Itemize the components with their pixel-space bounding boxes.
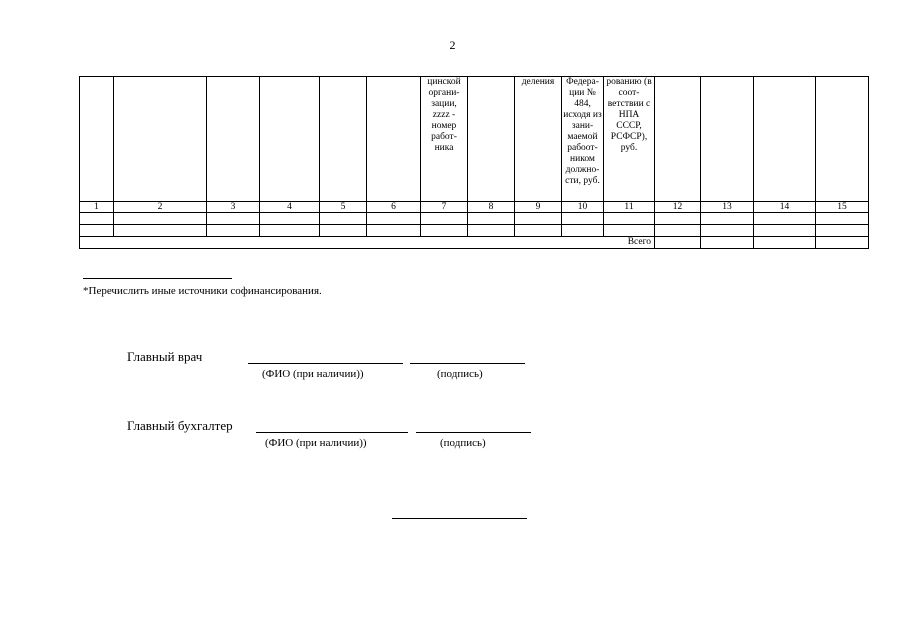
column-number-row (80, 202, 869, 213)
column-number: 5 (320, 202, 367, 213)
date-line (392, 518, 527, 519)
footnote-separator (83, 278, 232, 279)
table-cell (260, 213, 320, 225)
table-cell (421, 225, 468, 237)
table-cell (816, 225, 869, 237)
table-cell (260, 225, 320, 237)
header-cell (816, 77, 869, 202)
table-cell (701, 225, 754, 237)
table-cell (367, 225, 421, 237)
total-cell (655, 237, 701, 249)
table-cell (515, 213, 562, 225)
total-label: Всего (80, 237, 655, 249)
header-cell (114, 77, 207, 202)
header-cell: рованию (в соот- ветствии с НПА СССР, РСФСР), руб. (604, 77, 655, 202)
chief-accountant-signature-line (416, 432, 531, 433)
table-cell (468, 213, 515, 225)
column-number: 15 (816, 202, 869, 213)
total-cell (754, 237, 816, 249)
column-number: 10 (562, 202, 604, 213)
table-row (80, 225, 869, 237)
column-number: 7 (421, 202, 468, 213)
table-cell (816, 213, 869, 225)
table-cell (207, 213, 260, 225)
header-cell (260, 77, 320, 202)
chief-accountant-name-caption: (ФИО (при наличии)) (265, 437, 367, 449)
table-cell (604, 213, 655, 225)
table-cell (207, 225, 260, 237)
table-cell (754, 225, 816, 237)
column-number: 9 (515, 202, 562, 213)
column-number: 3 (207, 202, 260, 213)
table-cell (754, 213, 816, 225)
table-cell (655, 213, 701, 225)
table-cell (562, 225, 604, 237)
column-number: 2 (114, 202, 207, 213)
table-cell (367, 213, 421, 225)
cofinancing-table (79, 76, 869, 249)
table-cell (80, 213, 114, 225)
page-number: 2 (449, 38, 456, 52)
chief-accountant-signature-caption: (подпись) (440, 437, 486, 449)
header-cell (468, 77, 515, 202)
header-cell (754, 77, 816, 202)
header-cell (320, 77, 367, 202)
total-row (80, 237, 869, 249)
table-cell (114, 225, 207, 237)
header-cell: цинской органи- зации, zzzz - номер работ- ника (421, 77, 468, 202)
table-cell (421, 213, 468, 225)
header-cell (367, 77, 421, 202)
table-cell (114, 213, 207, 225)
table-cell (655, 225, 701, 237)
chief-doctor-title: Главный врач (127, 349, 203, 364)
header-cell: Федера- ции № 484, исходя из зани- маемой рабоот- ником должно- сти, руб. (562, 77, 604, 202)
column-number: 6 (367, 202, 421, 213)
column-number: 8 (468, 202, 515, 213)
header-cell (655, 77, 701, 202)
chief-accountant-title: Главный бухгалтер (127, 418, 233, 433)
chief-doctor-signature-line (410, 363, 525, 364)
table-cell (320, 225, 367, 237)
header-cell (80, 77, 114, 202)
column-number: 12 (655, 202, 701, 213)
column-number: 4 (260, 202, 320, 213)
chief-doctor-signature-caption: (подпись) (437, 368, 483, 380)
total-cell (816, 237, 869, 249)
column-number: 11 (604, 202, 655, 213)
table-header-row (80, 77, 869, 202)
table-cell (515, 225, 562, 237)
table-cell (468, 225, 515, 237)
table-cell (604, 225, 655, 237)
header-cell: деления (515, 77, 562, 202)
column-number: 13 (701, 202, 754, 213)
footnote: *Перечислить иные источники софинансирования. (83, 285, 322, 297)
column-number: 14 (754, 202, 816, 213)
chief-doctor-name-line (248, 363, 403, 364)
header-cell (207, 77, 260, 202)
header-cell (701, 77, 754, 202)
chief-accountant-name-line (256, 432, 408, 433)
column-number: 1 (80, 202, 114, 213)
table-cell (562, 213, 604, 225)
total-cell (701, 237, 754, 249)
table-row (80, 213, 869, 225)
chief-doctor-name-caption: (ФИО (при наличии)) (262, 368, 364, 380)
table-cell (80, 225, 114, 237)
table-cell (701, 213, 754, 225)
table-cell (320, 213, 367, 225)
